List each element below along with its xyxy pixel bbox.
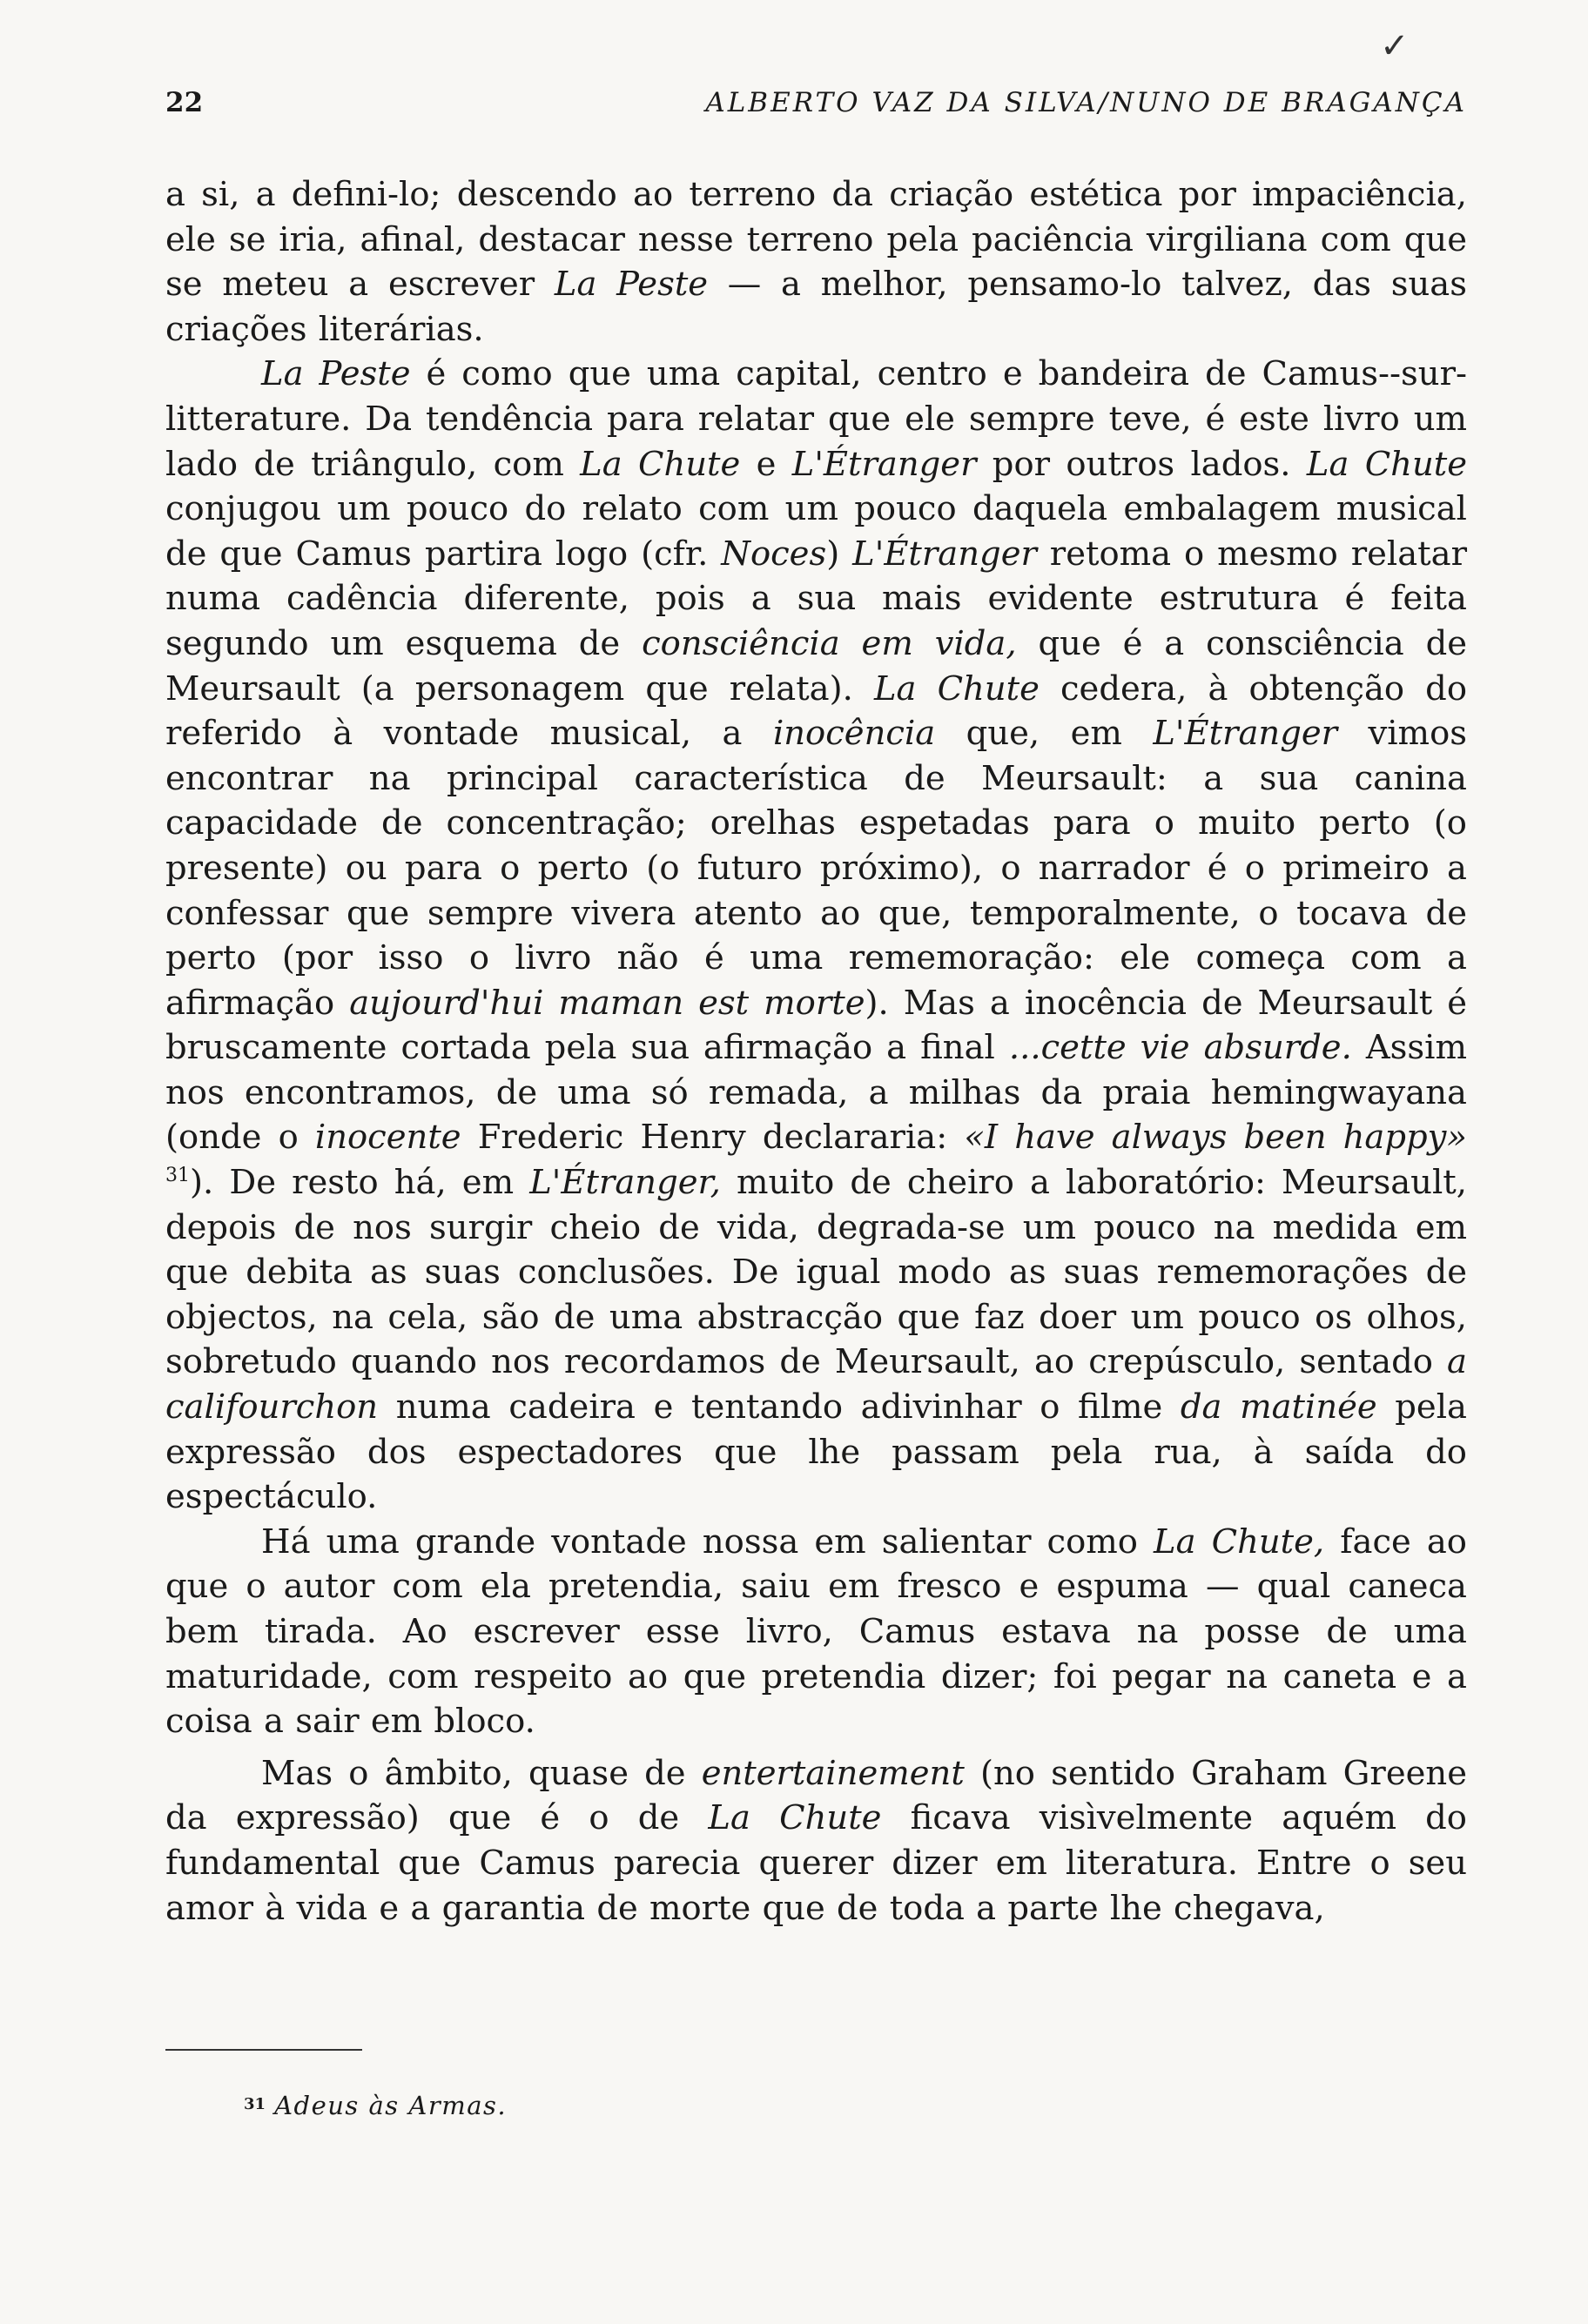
body-text [165,172,1467,1931]
footnote-number: 31 [244,2095,266,2113]
paragraph-3: Há uma grande vontade nossa em salientar como La Chute, face ao que o autor com ela pretendia, saiu em fresco e espuma — qual caneca bem tirada. Ao escrever esse livro, Camus estava na posse de uma maturidade, com respeito ao que pretendia dizer; foi pegar na caneta e a coisa a sair em bloco. [165,1521,1467,1742]
footnote [244,2091,507,2120]
paragraph-4: Mas o âmbito, quase de entertainement (no sentido Graham Greene da expressão) que é o de La Chute ficava visìvelmente aquém do fundamental que Camus parecia querer dizer em literatura. Entre o seu amor à vida e a garantia de morte que de toda a parte lhe chegava, [165,1753,1467,1928]
paragraph-2: La Peste é como que uma capital, centro e bandeira de Camus--sur-litterature. Da tendência para relatar que ele sempre teve, é este livro um lado de triângulo, com La Chute e L'Étranger por outros lados. La Chute conjugou um pouco do relato com um pouco daquela embalagem musical de que Camus partira logo (cfr. Noces) L'Étranger retoma o mesmo relatar numa cadência diferente, pois a sua mais evidente estrutura é feita segundo um esquema de consciência em vida, que é a consciência de Meursault (a personagem que relata). La Chute cedera, à obtenção do referido à vontade musical, a inocência que, em L'Étranger vimos encontrar na principal característica de Meursault: a sua canina capacidade de concentração; orelhas espetadas para o muito perto (o presente) ou para o perto (o futuro próximo), o narrador é o primeiro a confessar que sempre vivera atento ao que, temporalmente, o tocava de perto (por isso o livro não é uma rememoração: ele começa com a afirmação aujourd'hui maman est morte). Mas a inocência de Meursault é bruscamente cortada pela sua afirmação a final ...cette vie absurde. Assim nos encontramos, de uma só remada, a milhas da praia hemingwayana (onde o inocente Frederic Henry declararia: «I have always been happy» $^{31}$). De resto há, em L'Étranger, muito de cheiro a laboratório: Meursault, depois de nos surgir cheio de vida, degrada-se um pouco na medida em que debita as suas conclusões. De igual modo as suas rememorações de objectos, na cela, são de uma abstracção que faz doer um pouco os olhos, sobretudo quando nos recordamos de Meursault, ao crepúsculo, sentado a califourchon numa cadeira e tentando adivinhar o filme da matinée pela expressão dos espectadores que lhe passam pela rua, à saída do espectáculo. [165,354,1468,1517]
paragraph-1: a si, a defini-lo; descendo ao terreno da criação estética por impaciência, ele se iria, afinal, destacar nesse terreno pela paciência virgiliana com que se meteu a escrever La Peste — a melhor, pensamo-lo talvez, das suas criações literárias. [165,175,1467,349]
footnote-text: Adeus às Armas. [274,2091,508,2120]
check-mark: ✓ [1380,26,1410,66]
footnote-rule [165,2049,362,2051]
page-header [165,87,1467,135]
page-number: 22 [165,87,204,118]
running-title: ALBERTO VAZ DA SILVA/NUNO DE BRAGANÇA [705,87,1467,118]
footnote-ref: 31 [165,1165,190,1187]
